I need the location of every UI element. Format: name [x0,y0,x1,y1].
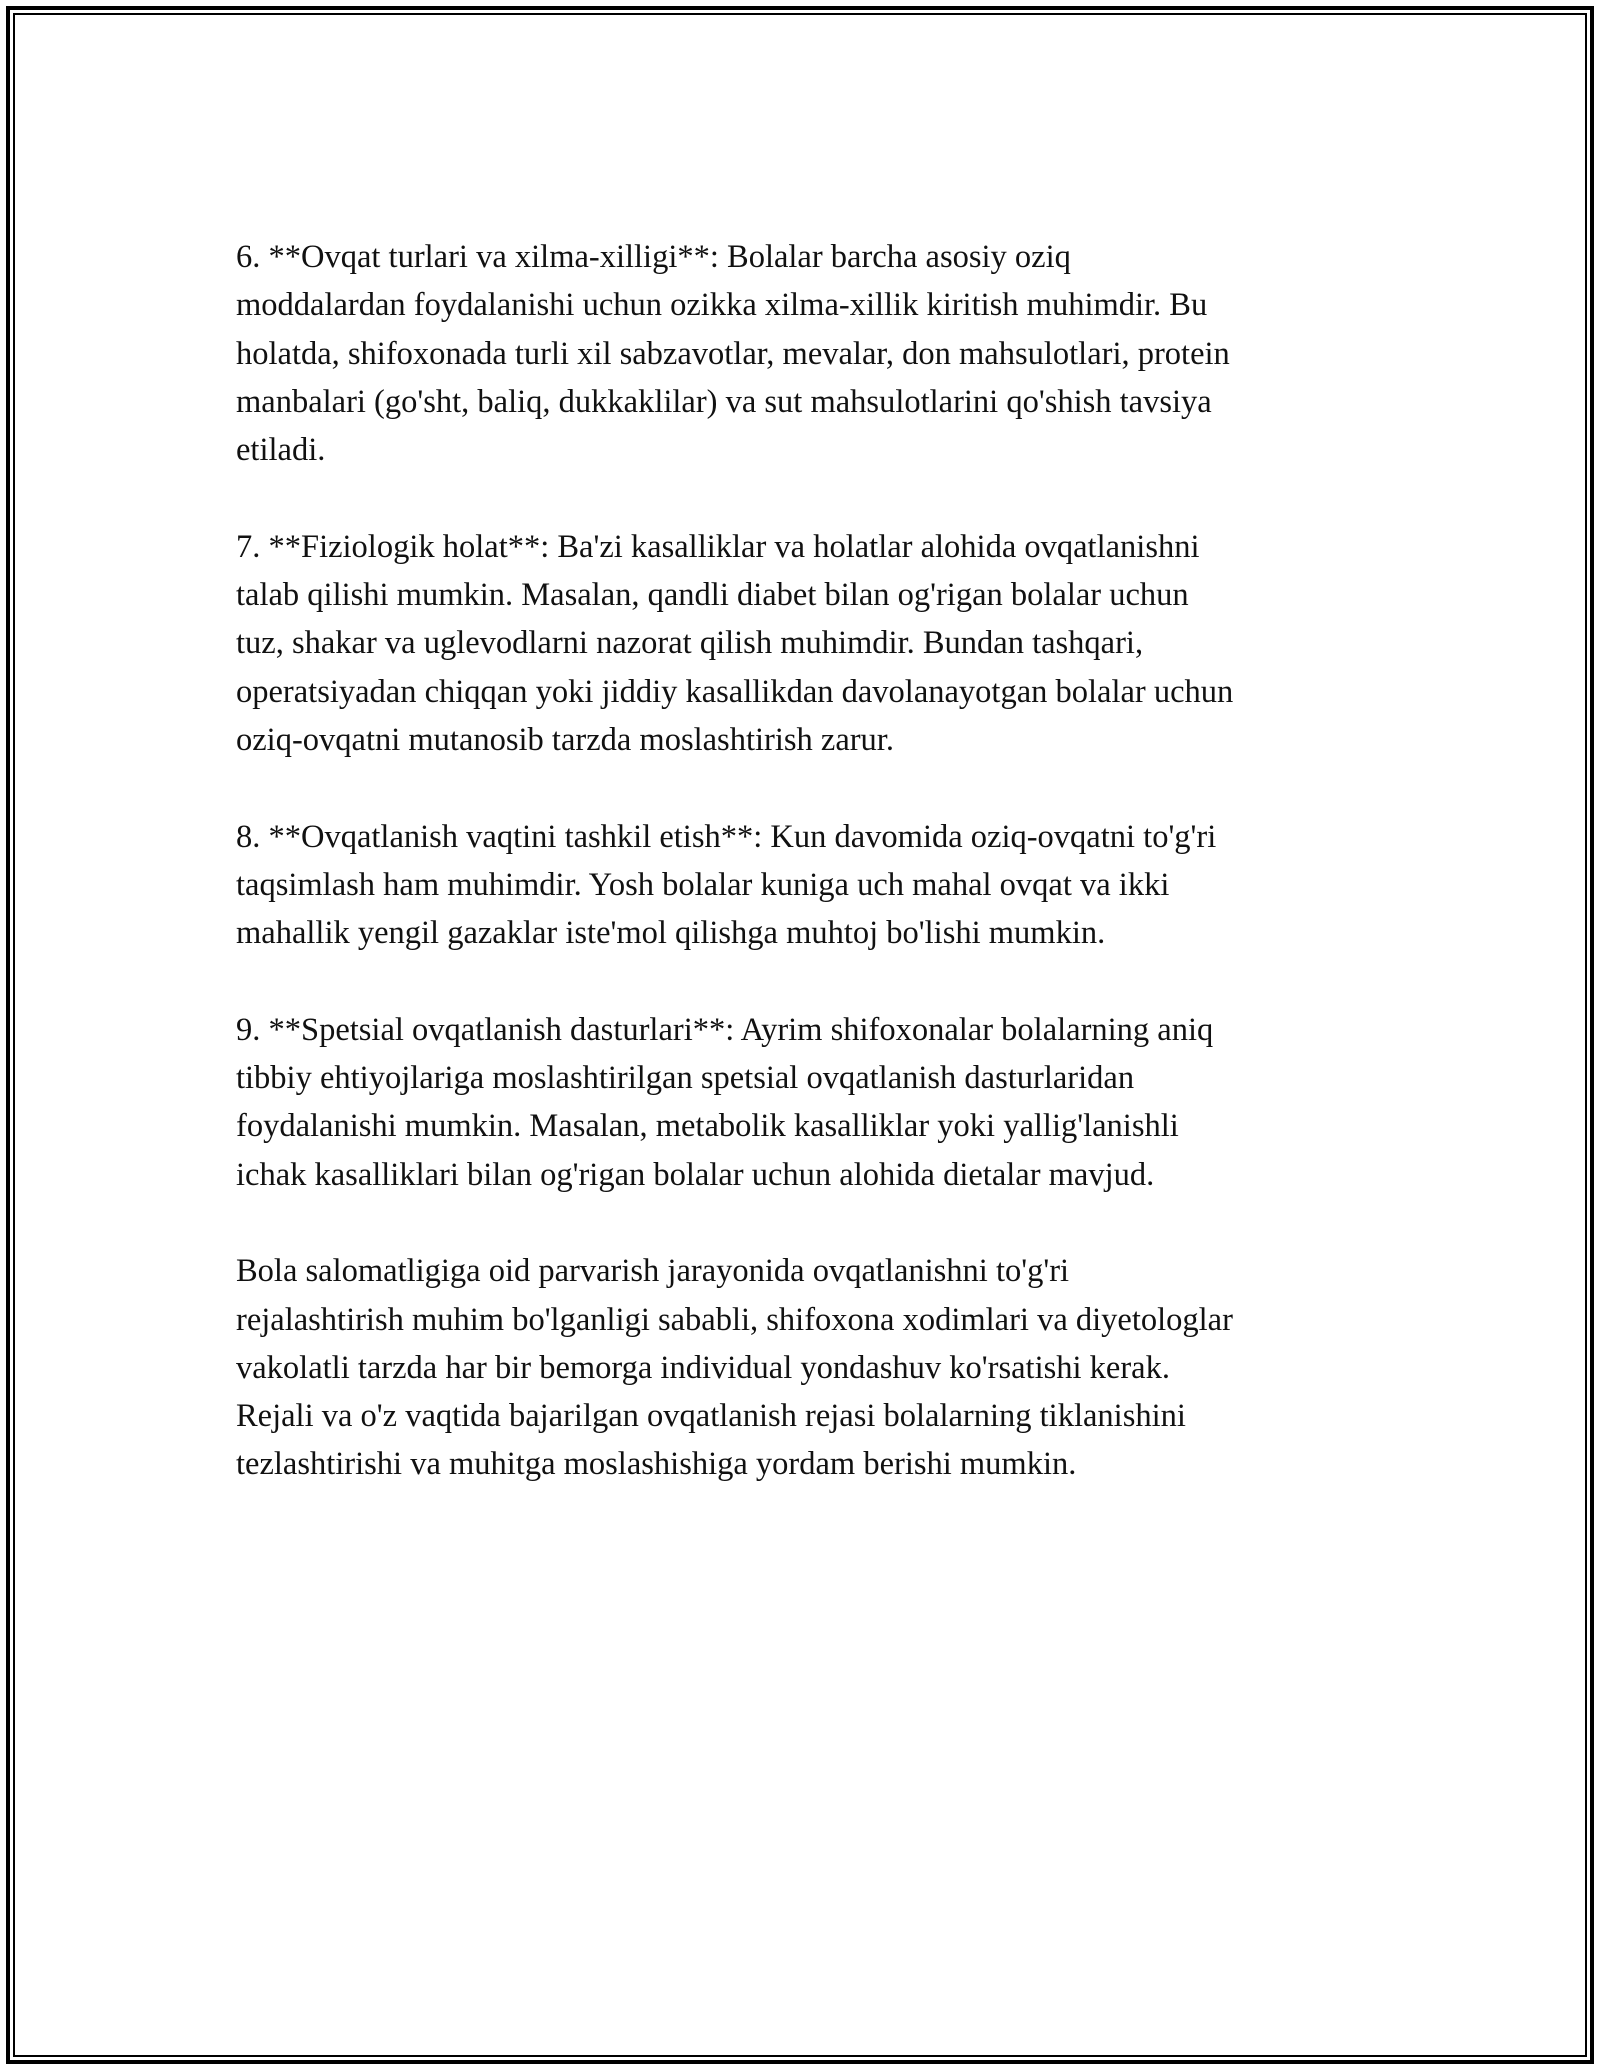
document-body [236,233,1376,1537]
paragraph-special-programs: 9. **Spetsial ovqatlanish dasturlari**: Ayrim shifoxonalar bolalarning aniq tibbiy ehtiyojlariga moslashtirilgan spetsial ovqatlanish dasturlaridan foydalanishi mumkin. Masalan, metabolik kasalliklar yoki yallig'lanishli ichak kasalliklari bilan og'rigan bolalar uchun alohida dietalar mavjud. [236,1011,1214,1193]
paragraph-conclusion: Bola salomatligiga oid parvarish jarayonida ovqatlanishni to'g'ri rejalashtirish muhim bo'lganligi sababli, shifoxona xodimlari va diyetologlar vakolatli tarzda har bir bemorga individual yondashuv ko'rsatishi kerak. Rejali va o'z vaqtida bajarilgan ovqatlanish rejasi bolalarning tiklanishini tezlashtirishi va muhitga moslashishiga yordam berishi mumkin. [236,1253,1233,1483]
paragraph-meal-timing: 8. **Ovqatlanish vaqtini tashkil etish**: Kun davomida oziq-ovqatni to'g'ri taqsimlash ham muhimdir. Yosh bolalar kuniga uch mahal ovqat va ikki mahallik yengil gazaklar iste'mol qilishga muhtoj bo'lishi mumkin. [236,818,1217,952]
paragraph-physiological-state: 7. **Fiziologik holat**: Ba'zi kasalliklar va holatlar alohida ovqatlanishni talab qilishi mumkin. Masalan, qandli diabet bilan og'rigan bolalar uchun tuz, shakar va uglevodlarni nazorat qilish muhimdir. Bundan tashqari, operatsiyadan chiqqan yoki jiddiy kasallikdan davolanayotgan bolalar uchun oziq-ovqatni mutanosib tarzda moslashtirish zarur. [236,528,1234,758]
paragraph-food-variety: 6. **Ovqat turlari va xilma-xilligi**: Bolalar barcha asosiy oziq moddalardan foydalanishi uchun ozikka xilma-xillik kiritish muhimdir. Bu holatda, shifoxonada turli xil sabzavotlar, mevalar, don mahsulotlari, protein manbalari (go'sht, baliq, dukkaklilar) va sut mahsulotlarini qo'shish tavsiya etiladi. [236,239,1230,469]
